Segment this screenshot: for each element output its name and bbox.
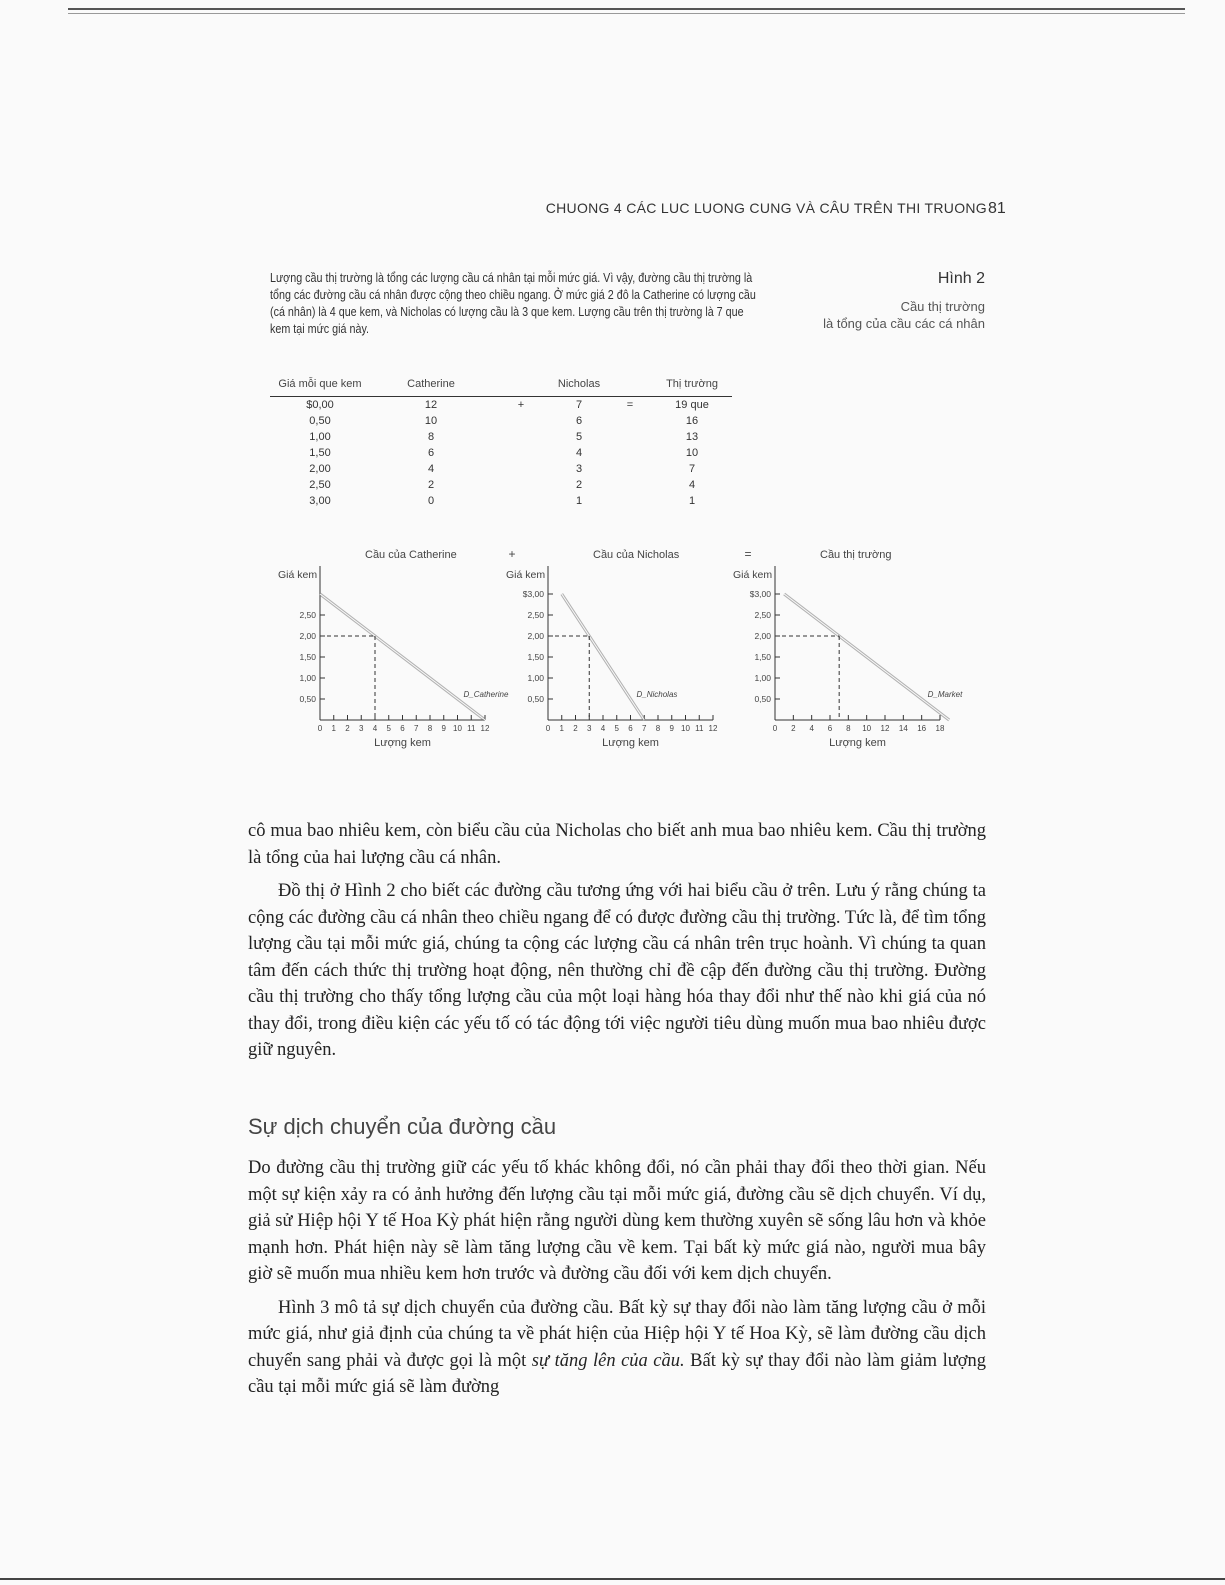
- table-row: [270, 413, 732, 429]
- y-axis-label: Giá kem: [506, 569, 546, 581]
- demand-curve-inner: [562, 594, 645, 720]
- figure-number: Hình 2: [937, 270, 985, 287]
- cell-catherine: 2: [427, 479, 435, 491]
- demand-curve-inner: [784, 594, 949, 720]
- x-axis-label: Lượng kem: [374, 737, 431, 749]
- section-heading: Sự dịch chuyển của đường cầu: [248, 1114, 557, 1139]
- cell-market: 16: [685, 415, 699, 427]
- x-tick-label: 2: [345, 724, 350, 733]
- figure-title-line2: là tổng của cầu các cá nhân: [823, 316, 985, 331]
- table-row: [270, 493, 732, 509]
- cell-market: 4: [688, 479, 696, 491]
- x-tick-label: 11: [695, 724, 704, 733]
- cell-nicholas: 6: [575, 415, 583, 427]
- cell-equals: [608, 461, 652, 477]
- x-tick-label: 12: [480, 724, 490, 733]
- cell-catherine: 8: [427, 431, 435, 443]
- table-header-row: [270, 378, 732, 397]
- curve-label: D_Catherine: [463, 690, 509, 699]
- y-tick-label: $3,00: [522, 589, 544, 599]
- cell-nicholas: 2: [575, 479, 583, 491]
- body-block-2: [248, 1155, 986, 1408]
- x-tick-label: 9: [669, 724, 674, 733]
- figure-label: [823, 270, 985, 332]
- chart-title: Cầu của Catherine: [365, 549, 457, 561]
- cell-price: 2,50: [309, 479, 331, 491]
- y-tick-label: 1,50: [754, 652, 771, 662]
- running-header: [287, 200, 987, 216]
- x-tick-label: 10: [453, 724, 462, 733]
- cell-catherine: 6: [427, 447, 435, 459]
- col-header-nicholas: Nicholas: [550, 378, 608, 397]
- y-tick-label: 0,50: [754, 694, 771, 704]
- table-row: [270, 445, 732, 461]
- x-axis-label: Lượng kem: [829, 737, 886, 749]
- curve-label: D_Nicholas: [636, 690, 678, 699]
- x-tick-label: 10: [681, 724, 690, 733]
- x-tick-label: 7: [414, 724, 419, 733]
- x-tick-label: 5: [386, 724, 391, 733]
- cell-equals: [608, 413, 652, 429]
- y-tick-label: 1,00: [299, 673, 316, 683]
- cell-price: 3,00: [309, 495, 331, 507]
- cell-plus: [492, 429, 550, 445]
- cell-equals: =: [626, 399, 634, 411]
- paragraph-2: Đồ thị ở Hình 2 cho biết các đường cầu tương ứng với hai biểu cầu ở trên. Lưu ý rằng chúng ta cộng các đường cầu cá nhân theo chiều ngang để có được đường cầu thị trường. Tức là, để tìm tổng lượng cầu tại mỗi mức giá, chúng ta cộng các lượng cầu cá nhân trên trục hoành. Vì chúng ta quan tâm đến cách thức thị trường hoạt động, nên thường chỉ đề cập đến đường cầu thị trường. Đường cầu thị trường cho thấy tổng lượng cầu của một loại hàng hóa thay đổi như thế nào khi giá của nó thay đổi, trong điều kiện các yếu tố có tác động tới việc người tiêu dùng muốn mua bao nhiêu được giữ nguyên.: [248, 881, 986, 1060]
- y-tick-label: 2,00: [527, 631, 544, 641]
- y-tick-label: 1,00: [754, 673, 771, 683]
- paragraph-1: cô mua bao nhiêu kem, còn biểu cầu của Nicholas cho biết anh mua bao nhiêu kem. Cầu thị trường là tổng của hai lượng cầu cá nhân.: [248, 821, 986, 868]
- x-tick-label: 11: [467, 724, 476, 733]
- cell-plus: [492, 445, 550, 461]
- table-row: [270, 461, 732, 477]
- demand-charts: [270, 542, 990, 782]
- cell-catherine: 0: [427, 495, 435, 507]
- cell-catherine: 12: [424, 399, 438, 411]
- cell-market: 10: [685, 447, 699, 459]
- table-row: [270, 477, 732, 493]
- x-tick-label: 9: [441, 724, 446, 733]
- x-tick-label: 12: [708, 724, 718, 733]
- y-tick-label: 2,00: [754, 631, 771, 641]
- cell-nicholas: 3: [575, 463, 583, 475]
- y-tick-label: 0,50: [527, 694, 544, 704]
- cell-equals: [608, 493, 652, 509]
- cell-price: $0,00: [306, 399, 334, 411]
- x-tick-label: 10: [862, 724, 872, 733]
- x-tick-label: 6: [827, 724, 833, 733]
- table-row: [270, 429, 732, 445]
- y-tick-label: 1,00: [527, 673, 544, 683]
- page-number: 81: [988, 200, 1006, 217]
- x-tick-label: 4: [600, 724, 606, 733]
- paragraph-4-end: Bất kỳ sự thay đổi nào làm giảm lượng cầu tại mỗi mức giá sẽ làm đường: [248, 1350, 987, 1397]
- cell-price: 2,00: [309, 463, 331, 475]
- x-tick-label: 14: [898, 724, 908, 733]
- cell-equals: [608, 445, 652, 461]
- cell-nicholas: 4: [575, 447, 583, 459]
- cell-nicholas: 7: [575, 399, 583, 411]
- x-tick-label: 4: [809, 724, 814, 733]
- cell-nicholas: 5: [575, 431, 583, 443]
- y-axis-label: Giá kem: [733, 569, 773, 581]
- demand-schedule-table: [270, 378, 732, 509]
- x-tick-label: 5: [614, 724, 619, 733]
- figure-title-line1: Cầu thị trường: [900, 299, 985, 314]
- x-tick-label: 8: [427, 724, 433, 733]
- figure-caption: Lượng cầu thị trường là tổng các lượng cầu cá nhân tại mỗi mức giá. Vì vậy, đường cầu thị trường là tổng các đường cầu cá nhân được cộng theo chiều ngang. Ở mức giá 2 đô la Catherine có lượng cầu (cá nhân) là 4 que kem, và Nicholas có lượng cầu là 3 que kem. Lượng cầu trên thị trường là 7 que kem tại mức giá này.: [270, 271, 756, 336]
- x-axis-label: Lượng kem: [602, 737, 659, 749]
- x-tick-label: 0: [772, 724, 778, 733]
- col-header-catherine: Catherine: [370, 378, 492, 397]
- cell-price: 1,00: [309, 431, 331, 443]
- x-tick-label: 1: [331, 724, 336, 733]
- x-tick-label: 0: [317, 724, 323, 733]
- cell-catherine: 4: [427, 463, 435, 475]
- paragraph-4: [248, 1295, 986, 1401]
- y-tick-label: 0,50: [299, 694, 316, 704]
- y-tick-label: 2,50: [299, 610, 316, 620]
- x-tick-label: 12: [880, 724, 890, 733]
- x-tick-label: 16: [917, 724, 927, 733]
- x-tick-label: 2: [791, 724, 796, 733]
- chart-equals-sign: =: [744, 547, 752, 561]
- cell-equals: [608, 477, 652, 493]
- y-tick-label: 2,50: [527, 610, 544, 620]
- chart-title: Cầu của Nicholas: [593, 549, 680, 561]
- x-tick-label: 4: [372, 724, 378, 733]
- body-block-1: [248, 818, 986, 1071]
- y-tick-label: 2,00: [299, 631, 316, 641]
- running-title: CHUONG 4 CÁC LUC LUONG CUNG VÀ CÂU TRÊN THI TRUONG: [545, 200, 987, 216]
- x-tick-label: 8: [846, 724, 851, 733]
- x-tick-label: 1: [559, 724, 564, 733]
- x-tick-label: 6: [400, 724, 405, 733]
- y-tick-label: 1,50: [299, 652, 316, 662]
- bottom-rule: [0, 1578, 1225, 1580]
- y-axis-label: Giá kem: [278, 569, 318, 581]
- cell-plus: [492, 461, 550, 477]
- cell-price: 1,50: [309, 447, 331, 459]
- cell-market: 13: [685, 431, 699, 443]
- chart-title: Cầu thị trường: [820, 549, 892, 561]
- col-header-market: Thị trường: [652, 378, 732, 397]
- x-tick-label: 18: [935, 724, 945, 733]
- x-tick-label: 6: [628, 724, 633, 733]
- x-tick-label: 3: [359, 724, 364, 733]
- cell-nicholas: 1: [575, 495, 583, 507]
- curve-label: D_Market: [927, 690, 963, 699]
- x-tick-label: 7: [642, 724, 647, 733]
- table-body: [270, 397, 732, 510]
- top-rule: [68, 8, 1185, 14]
- x-tick-label: 8: [655, 724, 661, 733]
- cell-market: 19 que: [675, 399, 709, 411]
- y-tick-label: $3,00: [749, 589, 771, 599]
- demand-curve-inner: [320, 594, 485, 720]
- cell-market: 7: [688, 463, 696, 475]
- cell-market: 1: [688, 495, 696, 507]
- cell-equals: [608, 429, 652, 445]
- x-tick-label: 2: [573, 724, 578, 733]
- paragraph-3: Do đường cầu thị trường giữ các yếu tố khác không đổi, nó cần phải thay đổi theo thời gian. Nếu một sự kiện xảy ra có ảnh hưởng đến lượng cầu tại mỗi mức giá, đường cầu sẽ dịch chuyển. Ví dụ, giả sử Hiệp hội Y tế Hoa Kỳ phát hiện rằng người dùng kem thường xuyên sẽ sống lâu hơn và khỏe mạnh hơn. Phát hiện này sẽ làm tăng lượng cầu về kem. Tại bất kỳ mức giá nào, người mua bây giờ sẽ muốn mua nhiều kem hơn trước và đường cầu đối với kem dịch chuyển.: [248, 1158, 986, 1284]
- col-header-price: Giá mỗi que kem: [270, 378, 370, 397]
- cell-plus: [492, 477, 550, 493]
- paragraph-4-start: Hình 3 mô tả sự dịch chuyển của đường cầu. Bất kỳ sự thay đổi nào làm tăng lượng cầu ở mỗi mức giá, như giả định của chúng ta về phát hiện của Hiệp hội Y tế Hoa Kỳ, sẽ làm đường cầu dịch chuyển sang phải và được gọi là một: [248, 1297, 986, 1371]
- cell-plus: [492, 493, 550, 509]
- cell-plus: +: [517, 399, 525, 411]
- cell-catherine: 10: [424, 415, 438, 427]
- cell-price: 0,50: [309, 415, 331, 427]
- paragraph-4-emphasis: sự tăng lên của cầu.: [531, 1350, 685, 1371]
- cell-plus: [492, 413, 550, 429]
- x-tick-label: 0: [545, 724, 551, 733]
- table-row: [270, 397, 732, 414]
- y-tick-label: 1,50: [527, 652, 544, 662]
- x-tick-label: 3: [587, 724, 592, 733]
- y-tick-label: 2,50: [754, 610, 771, 620]
- chart-plus-sign: +: [508, 547, 516, 561]
